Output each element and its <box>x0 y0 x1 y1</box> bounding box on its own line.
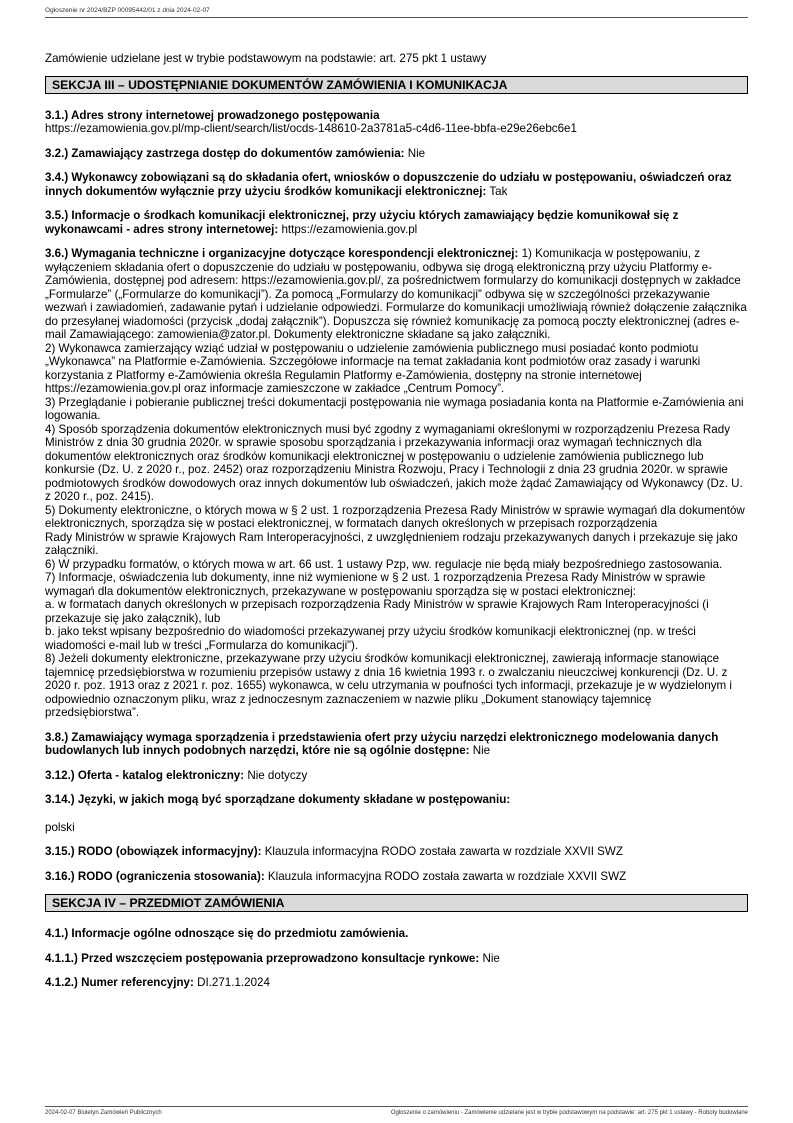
field-3-6 <box>45 247 748 720</box>
field-3-12 <box>45 769 748 783</box>
field-3-15-label: 3.15.) RODO (obowiązek informacyjny): <box>45 845 262 858</box>
field-4-1-2-value: DI.271.1.2024 <box>193 976 270 989</box>
field-3-16 <box>45 870 748 884</box>
field-3-5-label: 3.5.) Informacje o środkach komunikacji elektronicznej, przy użyciu których zamawiający będzie komunikował się z wykonawcami - adres strony internetowej: <box>45 209 679 236</box>
field-3-6-label: 3.6.) Wymagania techniczne i organizacyjne dotyczące korespondencji elektronicznej: <box>45 247 519 260</box>
header-divider <box>45 17 748 18</box>
footer-right-text: Ogłoszenie o zamówieniu - Zamówienie udzielane jest w trybie podstawowym na podstawie: art. 275 pkt 1 ustawy - Roboty budowlane <box>390 1110 748 1116</box>
field-3-16-label: 3.16.) RODO (ograniczenia stosowania): <box>45 869 265 883</box>
field-3-15-value: Klauzula informacyjna RODO została zawarta w rozdziale XXVII SWZ <box>261 845 623 858</box>
section-4-title: SEKCJA IV – PRZEDMIOT ZAMÓWIENIA <box>45 894 748 912</box>
field-4-1-label: 4.1.) Informacje ogólne odnoszące się do przedmiotu zamówienia. <box>45 927 409 940</box>
intro-text: Zamówienie udzielane jest w trybie podstawowym na podstawie: art. 275 pkt 1 ustawy <box>45 52 487 65</box>
field-3-1-label: 3.1.) Adres strony internetowej prowadzonego postępowania <box>45 108 380 122</box>
footer-divider <box>45 1106 748 1107</box>
field-3-12-value: Nie dotyczy <box>244 768 308 782</box>
field-3-8 <box>45 731 748 758</box>
field-3-14-label: 3.14.) Języki, w jakich mogą być sporządzane dokumenty składane w postępowaniu: <box>45 793 511 806</box>
field-3-2 <box>45 147 748 161</box>
field-3-2-value: Nie <box>404 146 426 160</box>
field-4-1-1-value: Nie <box>479 951 500 965</box>
field-3-8-value: Nie <box>469 744 491 757</box>
footer-left-text: 2024-02-07 Biuletyn Zamówień Publicznych <box>45 1110 162 1116</box>
field-3-4-label: 3.4.) Wykonawcy zobowiązani są do składania ofert, wniosków o dopuszczenie do udziału w postępowaniu, oświadczeń oraz innych dokumentów wyłącznie przy użyciu środków komunikacji elektronicznej: <box>45 171 732 198</box>
field-3-4-value: Tak <box>486 184 508 198</box>
field-3-15 <box>45 845 748 859</box>
field-3-16-value: Klauzula informacyjna RODO została zawarta w rozdziale XXVII SWZ <box>264 869 627 883</box>
field-4-1-2 <box>45 976 748 990</box>
field-3-14-value: polski <box>45 820 75 834</box>
field-3-8-label: 3.8.) Zamawiający wymaga sporządzenia i przedstawienia ofert przy użyciu narzędzi elektronicznego modelowania danych budowlanych lub innych podobnych narzędzi, które nie są ogólnie dostępne: <box>45 730 719 757</box>
document-body <box>45 52 748 1001</box>
field-4-1-2-label: 4.1.2.) Numer referencyjny: <box>45 976 194 989</box>
field-3-1-value: https://ezamowienia.gov.pl/mp-client/search/list/ocds-148610-2a3781a5-c4d6-11ee-bbfa-e29e26ebc6e1 <box>45 122 577 135</box>
field-3-5 <box>45 209 748 236</box>
field-3-12-label: 3.12.) Oferta - katalog elektroniczny: <box>45 768 245 782</box>
field-3-2-label: 3.2.) Zamawiający zastrzega dostęp do dokumentów zamówienia: <box>45 146 405 160</box>
field-4-1 <box>45 927 748 941</box>
field-3-5-value: https://ezamowienia.gov.pl <box>278 222 418 236</box>
field-4-1-1-label: 4.1.1.) Przed wszczęciem postępowania przeprowadzono konsultacje rynkowe: <box>45 951 480 965</box>
field-3-14 <box>45 793 748 834</box>
section-3-title: SEKCJA III – UDOSTĘPNIANIE DOKUMENTÓW ZAMÓWIENIA I KOMUNIKACJA <box>45 76 748 94</box>
field-4-1-1 <box>45 952 748 966</box>
field-3-4 <box>45 171 748 198</box>
field-3-6-value: 1) Komunikacja w postępowaniu, z wyłączeniem składania ofert o dopuszczenie do udziału w postępowaniu, odbywa się drogą elektroniczną przy użyciu Platformy e-Zamówienia, dostępnej pod adresem: https://ezamowienia.gov.pl/, za pośrednictwem formularzy do komunikacji dostępnych w zakładce „Formularze” („Formularze do komunikacji”). Za pomocą „Formularzy do komunikacji” odbywa się w szczególności przekazywanie wezwań i zawiadomień, zadawanie pytań i udzielanie odpowiedzi. Formularze do komunikacji umożliwiają również dołączenie załącznika do przesyłanej wiadomości (przycisk „dodaj załącznik”). Dopuszcza się również komunikację za pomocą poczty elektronicznej (adres e-mail Zamawiającego: zamowienia@zator.pl. Dokumenty elektroniczne składane są jako załączniki. 2) Wykonawca zamierzający wziąć udział w postępowaniu o udzielenie zamówienia publicznego musi posiadać konto podmiotu „Wykonawca” na Platformie e-Zamówienia. Szczegółowe informacje na temat zakładania kont podmiotów oraz zasady i warunki korzystania z Platformy e-Zamówienia określa Regulamin Platformy e-Zamówienia, dostępny na stronie internetowej https://ezamowienia.gov.pl oraz informacje zamieszczone w zakładce „Centrum Pomocy”. 3) Przeglądanie i pobieranie publicznej treści dokumentacji postępowania nie wymaga posiadania konta na Platformie e-Zamówienia ani logowania. 4) Sposób sporządzenia dokumentów elektronicznych musi być zgodny z wymaganiami określonymi w rozporządzeniu Prezesa Rady Ministrów z dnia 30 grudnia 2020r. w sprawie sposobu sporządzania i przekazywania informacji oraz wymagań technicznych dla dokumentów elektronicznych oraz środków komunikacji elektronicznej w postępowaniu o udzielenie zamówienia publicznego lub konkursie (Dz. U. z 2020 r., poz. 2452) oraz rozporządzeniu Ministra Rozwoju, Pracy i Technologii z dnia 23 grudnia 2020r. w sprawie podmiotowych środków dowodowych oraz innych dokumentów lub oświadczeń, jakich może żądać Zamawiający od Wykonawcy (Dz. U. z 2020 r., poz. 2415). 5) Dokumenty elektroniczne, o których mowa w § 2 ust. 1 rozporządzenia Prezesa Rady Ministrów w sprawie wymagań dla dokumentów elektronicznych, sporządza się w postaci elektronicznej, w formatach danych określonych w przepisach rozporządzenia Rady Ministrów w sprawie Krajowych Ram Interoperacyjności, z uwzględnieniem rodzaju przekazywanych danych i przekazuje się jako załączniki. 6) W przypadku formatów, o których mowa w art. 66 ust. 1 ustawy Pzp, ww. regulacje nie będą miały bezpośredniego zastosowania. 7) Informacje, oświadczenia lub dokumenty, inne niż wymienione w § 2 ust. 1 rozporządzenia Prezesa Rady Ministrów w sprawie wymagań dla dokumentów elektronicznych, przekazywane w postępowaniu sporządza się w postaci elektronicznej: a. w formatach danych określonych w przepisach rozporządzenia Rady Ministrów w sprawie Krajowych Ram Interoperacyjności (i przekazuje się jako załącznik), lub b. jako tekst wpisany bezpośrednio do wiadomości przekazywanej przy użyciu środków komunikacji elektronicznej (np. w treści wiadomości e-mail lub w treści „Formularza do komunikacji”). 8) Jeżeli dokumenty elektroniczne, przekazywane przy użyciu środków komunikacji elektronicznej, zawierają informacje stanowiące tajemnicę przedsiębiorstwa w rozumieniu przepisów ustawy z dnia 16 kwietnia 1993 r. o zwalczaniu nieuczciwej konkurencji (Dz. U. z 2020 r. poz. 1913 oraz z 2021 r. poz. 1655) wykonawca, w celu utrzymania w poufności tych informacji, przekazuje je w wydzielonym i odpowiednio oznaczonym pliku, wraz z jednoczesnym zaznaczeniem w nazwie pliku „Dokument stanowiący tajemnicę przedsiębiorstwa”. <box>45 247 747 719</box>
page-header-text: Ogłoszenie nr 2024/BZP 00095442/01 z dnia 2024-02-07 <box>45 7 210 14</box>
field-3-1 <box>45 109 748 136</box>
